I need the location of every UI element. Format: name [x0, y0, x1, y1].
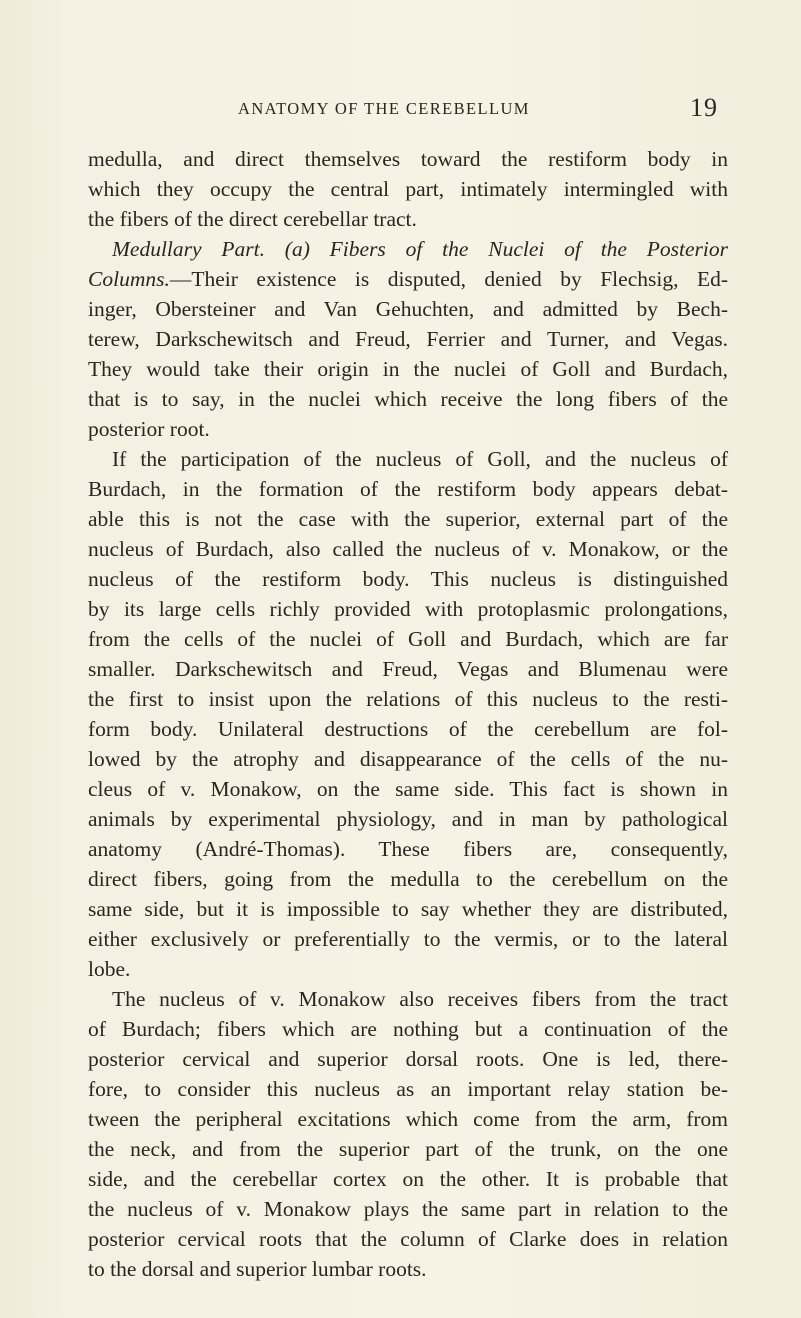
text-line: terew, Darkschewitsch and Freud, Ferrier and Turner, and Vegas. [88, 327, 728, 351]
text-line: They would take their origin in the nuclei of Goll and Burdach, [88, 357, 728, 381]
text-line: that is to say, in the nuclei which receive the long fibers of the [88, 387, 728, 411]
text-line: form body. Unilateral destructions of the cerebellum are fol- [88, 717, 728, 741]
text-line: If the participation of the nucleus of Goll, and the nucleus of [112, 447, 728, 471]
text-line: posterior cervical and superior dorsal roots. One is led, there- [88, 1047, 728, 1071]
text-line: nucleus of the restiform body. This nucleus is distinguished [88, 567, 728, 591]
text-line: The nucleus of v. Monakow also receives fibers from the tract [112, 987, 728, 1011]
text-line: by its large cells richly provided with protoplasmic prolongations, [88, 597, 728, 621]
section-heading-line [88, 234, 728, 264]
text-line-rest: —Their existence is disputed, denied by Flechsig, Ed- [169, 267, 728, 291]
text-line: nucleus of Burdach, also called the nucleus of v. Monakow, or the [88, 537, 728, 561]
text-line: smaller. Darkschewitsch and Freud, Vegas and Blumenau were [88, 657, 728, 681]
text-line: able this is not the case with the superior, external part of the [88, 507, 728, 531]
text-line: which they occupy the central part, intimately intermingled with [88, 177, 728, 201]
text-line: side, and the cerebellar cortex on the other. It is probable that [88, 1167, 728, 1191]
text-line: the first to insist upon the relations of this nucleus to the resti- [88, 687, 728, 711]
text-line: posterior root. [88, 417, 210, 441]
text-line [88, 264, 728, 294]
text-line: direct fibers, going from the medulla to the cerebellum on the [88, 867, 728, 891]
text-line: posterior cervical roots that the column of Clarke does in relation [88, 1227, 728, 1251]
text-line: cleus of v. Monakow, on the same side. This fact is shown in [88, 777, 728, 801]
section-heading-continuation: Columns. [88, 267, 170, 291]
text-line: inger, Obersteiner and Van Gehuchten, and admitted by Bech- [88, 297, 728, 321]
page-number: 19 [690, 93, 718, 122]
text-line: fore, to consider this nucleus as an important relay station be- [88, 1077, 728, 1101]
body-text [88, 144, 728, 1284]
text-line: animals by experimental physiology, and in man by pathological [88, 807, 728, 831]
text-line: from the cells of the nuclei of Goll and Burdach, which are far [88, 627, 728, 651]
text-line: to the dorsal and superior lumbar roots. [88, 1257, 427, 1281]
text-line: the fibers of the direct cerebellar tract. [88, 207, 417, 231]
text-line: the nucleus of v. Monakow plays the same part in relation to the [88, 1197, 728, 1221]
text-line: lobe. [88, 957, 131, 981]
text-line: the neck, and from the superior part of the trunk, on the one [88, 1137, 728, 1161]
text-line: tween the peripheral excitations which come from the arm, from [88, 1107, 728, 1131]
text-line: either exclusively or preferentially to the vermis, or to the lateral [88, 927, 728, 951]
text-line: medulla, and direct themselves toward the restiform body in [88, 147, 728, 171]
text-line: lowed by the atrophy and disappearance of the cells of the nu- [88, 747, 728, 771]
text-line: same side, but it is impossible to say whether they are distributed, [88, 897, 728, 921]
text-line: of Burdach; fibers which are nothing but a continuation of the [88, 1017, 728, 1041]
section-heading: Medullary Part. (a) Fibers of the Nuclei of the Posterior [112, 237, 728, 261]
text-line: Burdach, in the formation of the restiform body appears debat- [88, 477, 728, 501]
running-header [0, 95, 801, 121]
running-title: ANATOMY OF THE CEREBELLUM [238, 99, 530, 118]
text-line: anatomy (André-Thomas). These fibers are, consequently, [88, 837, 728, 861]
